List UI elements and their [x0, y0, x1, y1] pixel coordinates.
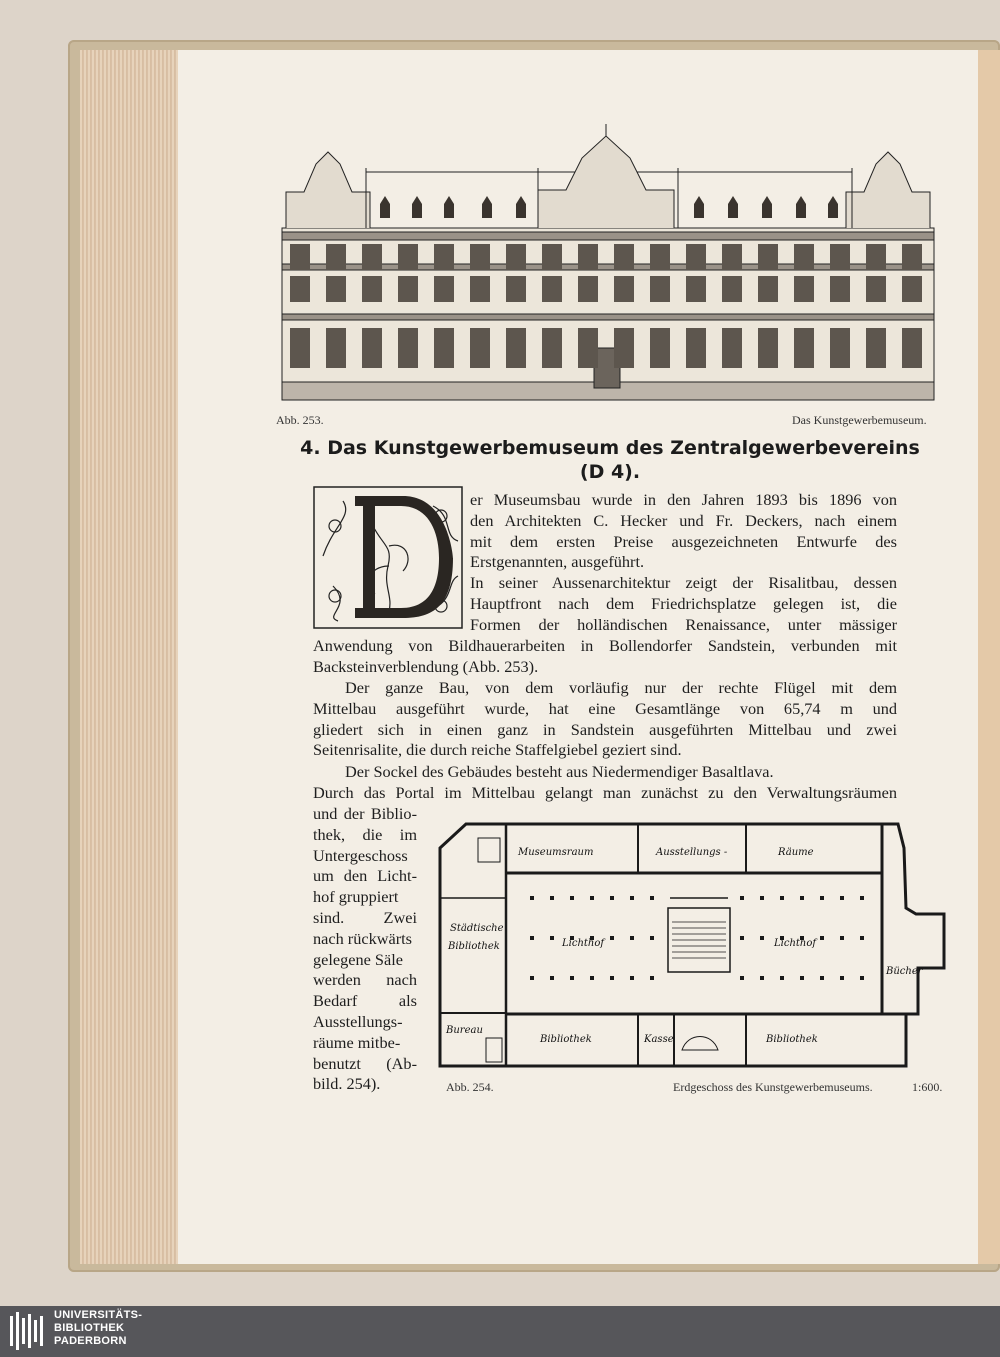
facade-window	[650, 244, 670, 270]
section-heading	[300, 436, 920, 484]
room-staedtische: Städtische	[450, 923, 504, 934]
facade-illustration	[276, 120, 940, 406]
facade-window	[758, 328, 778, 368]
text-line: Bedarf als	[313, 991, 417, 1011]
facade-window	[614, 328, 634, 368]
room-raeume: Räume	[778, 847, 814, 858]
plan-column	[530, 976, 534, 980]
heading-line-1: 4. Das Kunstgewerbemuseum des Zentralgewerbevereins	[300, 437, 920, 459]
facade-window	[686, 328, 706, 368]
ornamental-initial-d	[313, 486, 463, 629]
facade-window	[902, 328, 922, 368]
room-lichthof-left: Lichthof	[562, 938, 605, 949]
room-bureau: Bureau	[446, 1025, 483, 1036]
plan-column	[630, 936, 634, 940]
facade-window	[542, 244, 562, 270]
plan-column	[840, 936, 844, 940]
plan-column	[530, 936, 534, 940]
text-line: räume mitbe-	[313, 1032, 401, 1052]
room-buecherei: Bücher	[886, 966, 923, 977]
paragraph-2	[313, 678, 897, 761]
plan-column	[840, 976, 844, 980]
facade-window	[686, 276, 706, 302]
facade-window	[434, 328, 454, 368]
figure-254-scale: 1:600.	[912, 1080, 943, 1094]
facade-window	[830, 328, 850, 368]
plan-column	[860, 936, 864, 940]
room-lichthof-right: Lichthof	[774, 938, 817, 949]
library-name-line-3: PADERBORN	[54, 1335, 127, 1347]
plan-column	[570, 896, 574, 900]
text-line: werden nach	[313, 970, 417, 990]
text-line: Hauptfront nach dem Friedrichsplatze gelegen ist, die	[470, 593, 897, 613]
text-line: Der Sockel des Gebäudes besteht aus Niedermendiger Basaltlava.	[345, 762, 774, 781]
facade-window	[506, 244, 526, 270]
plan-column	[650, 976, 654, 980]
plan-column	[550, 976, 554, 980]
room-kasse: Kasse	[644, 1034, 674, 1045]
text-line: benutzt (Ab-	[313, 1053, 417, 1073]
facade-window	[686, 244, 706, 270]
facade-window	[902, 276, 922, 302]
plan-column	[800, 976, 804, 980]
plan-column	[760, 976, 764, 980]
plan-column	[760, 896, 764, 900]
facade-window	[470, 276, 490, 302]
text-line: gliedert sich in einen ganz in Sandstein ausgeführten Mittelbau und zwei	[313, 719, 897, 739]
text-line: er Museumsbau wurde in den Jahren 1893 bis 1896 von	[470, 490, 897, 509]
facade-window	[866, 328, 886, 368]
text-line: mit dem ersten Preise ausgezeichneten Entwurfe des	[470, 531, 897, 551]
library-name-line-1: UNIVERSITÄTS-	[54, 1309, 143, 1321]
facade-window	[578, 244, 598, 270]
facade-window	[362, 244, 382, 270]
plan-column	[590, 896, 594, 900]
plan-column	[630, 976, 634, 980]
text-line: bild. 254).	[313, 1074, 381, 1094]
text-line: Untergeschoss	[313, 845, 408, 865]
facade-dormer	[762, 196, 772, 218]
facade-window	[866, 244, 886, 270]
facade-window	[830, 244, 850, 270]
library-name-line-2: BIBLIOTHEK	[54, 1322, 125, 1334]
plan-column	[610, 896, 614, 900]
plan-column	[740, 936, 744, 940]
plan-column	[780, 976, 784, 980]
plan-column	[820, 976, 824, 980]
room-bibliothek-right: Bibliothek	[766, 1034, 818, 1045]
paragraph-3	[313, 762, 897, 804]
facade-dormer	[516, 196, 526, 218]
facade-window	[866, 276, 886, 302]
text-line: Anwendung von Bildhauerarbeiten in Bollendorfer Sandstein, verbunden mit	[313, 636, 897, 655]
facade-window	[722, 328, 742, 368]
room-ausstellungs: Ausstellungs -	[656, 847, 728, 858]
facade-window	[326, 276, 346, 302]
paragraph-1-wrapped	[470, 490, 897, 636]
text-line: nach rückwärts	[313, 928, 412, 948]
text-line: Ausstellungs-	[313, 1011, 403, 1031]
facade-dormer	[412, 196, 422, 218]
plan-column	[820, 896, 824, 900]
facade-window	[398, 276, 418, 302]
facade-window	[290, 328, 310, 368]
plan-column	[550, 936, 554, 940]
facade-window	[470, 244, 490, 270]
text-line: Mittelbau ausgeführt wurde, hat eine Gesamtlänge von 65,74 m und	[313, 698, 897, 718]
plan-column	[530, 896, 534, 900]
library-name	[54, 1309, 142, 1348]
plan-column	[760, 936, 764, 940]
text-line: Durch das Portal im Mittelbau gelangt man zunächst zu den Verwaltungsräumen	[313, 782, 897, 802]
figure-253-number: Abb. 253.	[276, 413, 324, 427]
text-line: hof gruppiert	[313, 887, 399, 907]
facade-dormer	[694, 196, 704, 218]
floor-plan-illustration	[436, 818, 956, 1078]
facing-page-edge	[978, 50, 1000, 1264]
text-line: Der ganze Bau, von dem vorläufig nur der rechte Flügel mit dem	[345, 678, 897, 697]
text-line: In seiner Aussenarchitektur zeigt der Risalitbau, dessen	[470, 573, 897, 593]
room-bibliothek-left: Bibliothek	[540, 1034, 592, 1045]
facade-window	[434, 276, 454, 302]
facade-window	[290, 244, 310, 270]
text-line: gelegene Säle	[313, 949, 403, 969]
text-line: und der Biblio-	[313, 804, 417, 823]
facade-window	[794, 244, 814, 270]
facade-window	[614, 244, 634, 270]
plan-column	[650, 936, 654, 940]
text-line: Seitenrisalite, die durch reiche Staffelgiebel geziert sind.	[313, 740, 682, 760]
facade-window	[362, 276, 382, 302]
paragraph-1-full	[313, 636, 897, 678]
facade-window	[542, 276, 562, 302]
plan-column	[630, 896, 634, 900]
facade-dormer	[380, 196, 390, 218]
facade-window	[902, 244, 922, 270]
facade-window	[326, 244, 346, 270]
figure-254-caption: Erdgeschoss des Kunstgewerbemuseums.	[673, 1080, 873, 1094]
facade-dormer	[444, 196, 454, 218]
facade-window	[434, 244, 454, 270]
facade-window	[470, 328, 490, 368]
facade-window	[578, 328, 598, 368]
facade-window	[650, 328, 670, 368]
plan-column	[800, 896, 804, 900]
plan-column	[840, 896, 844, 900]
plan-column	[780, 896, 784, 900]
facade-dormer	[482, 196, 492, 218]
facade-window	[506, 328, 526, 368]
facade-window	[758, 276, 778, 302]
text-line: sind. Zwei	[313, 907, 417, 927]
figure-254-number: Abb. 254.	[446, 1080, 494, 1094]
page-edges	[80, 50, 180, 1264]
facade-window	[614, 276, 634, 302]
text-line: Backsteinverblendung (Abb. 253).	[313, 656, 539, 676]
facade-window	[506, 276, 526, 302]
room-staedtische-bibliothek: Bibliothek	[448, 941, 500, 952]
facade-window	[326, 328, 346, 368]
text-line: thek, die im	[313, 824, 417, 844]
plan-column	[740, 976, 744, 980]
text-line: den Architekten C. Hecker und Fr. Deckers, nach einem	[470, 510, 897, 530]
plan-column	[740, 896, 744, 900]
facade-window	[722, 276, 742, 302]
side-column-text	[313, 804, 417, 1095]
facade-window	[578, 276, 598, 302]
facade-window	[722, 244, 742, 270]
facade-window	[758, 244, 778, 270]
facade-window	[290, 276, 310, 302]
plan-column	[650, 896, 654, 900]
facade-window	[794, 276, 814, 302]
plan-column	[610, 936, 614, 940]
plan-column	[550, 896, 554, 900]
plan-column	[860, 976, 864, 980]
facade-dormer	[796, 196, 806, 218]
text-line: um den Licht-	[313, 866, 417, 886]
text-line: Formen der holländischen Renaissance, unter mässiger	[470, 614, 897, 634]
facade-window	[542, 328, 562, 368]
heading-line-2: (D 4).	[579, 461, 641, 483]
figure-253-caption: Das Kunstgewerbemuseum.	[792, 413, 927, 427]
plan-column	[610, 976, 614, 980]
plan-column	[570, 976, 574, 980]
text-line: Erstgenannten, ausgeführt.	[470, 552, 645, 572]
library-logo-icon	[8, 1310, 48, 1352]
plan-column	[860, 896, 864, 900]
facade-window	[398, 244, 418, 270]
library-footer-bar	[0, 1306, 1000, 1357]
facade-dormer	[828, 196, 838, 218]
plan-column	[820, 936, 824, 940]
facade-window	[830, 276, 850, 302]
facade-dormer	[728, 196, 738, 218]
plan-column	[590, 976, 594, 980]
facade-window	[794, 328, 814, 368]
room-museumsraum: Museumsraum	[518, 847, 594, 858]
facade-window	[650, 276, 670, 302]
facade-window	[398, 328, 418, 368]
facade-window	[362, 328, 382, 368]
